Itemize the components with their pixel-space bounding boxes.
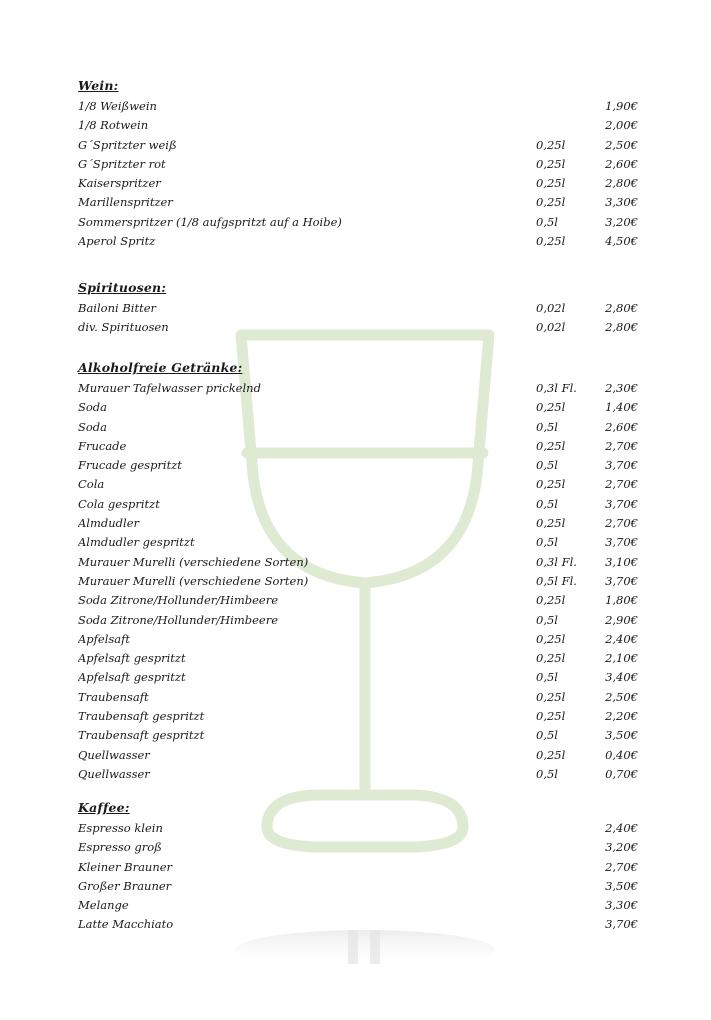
item-price: 3,30€	[605, 195, 638, 210]
item-unit: 0,25l	[536, 156, 566, 171]
item-name: Espresso groß	[78, 840, 162, 855]
menu-row	[78, 709, 638, 728]
item-name: Soda Zitrone/Hollunder/Himbeere	[78, 593, 279, 608]
item-price: 2,60€	[605, 419, 638, 434]
item-unit: 0,25l	[536, 516, 566, 531]
item-name: Cola gespritzt	[78, 496, 160, 511]
menu-row	[78, 613, 638, 632]
item-price: 2,30€	[605, 381, 638, 395]
menu-row	[78, 420, 638, 439]
item-price: 1,90€	[605, 99, 638, 113]
item-name: Kleiner Brauner	[78, 859, 173, 874]
item-unit: 0,25l	[536, 438, 566, 453]
item-price: 2,70€	[605, 516, 638, 531]
item-unit: 0,25l	[536, 689, 566, 704]
item-unit: 0,5l	[536, 496, 558, 511]
section-alkoholfreie-getraenke	[78, 360, 638, 786]
menu-row	[78, 535, 638, 554]
item-unit: 0,25l	[536, 176, 566, 191]
menu-row	[78, 593, 638, 612]
menu-row	[78, 234, 638, 253]
item-price: 2,40€	[605, 821, 638, 835]
section-title-wein: Wein:	[78, 78, 119, 93]
item-name: Soda	[78, 400, 108, 415]
item-name: Soda Zitrone/Hollunder/Himbeere	[78, 612, 279, 627]
item-unit: 0,5l	[536, 458, 558, 473]
menu-row	[78, 301, 638, 320]
item-name: Quellwasser	[78, 766, 150, 781]
item-price: 3,40€	[605, 670, 638, 685]
item-price: 2,90€	[605, 612, 638, 627]
item-price: 3,20€	[605, 214, 638, 229]
menu-row	[78, 118, 638, 137]
menu-row	[78, 898, 638, 917]
item-name: Murauer Murelli (verschiedene Sorten)	[78, 573, 309, 588]
item-price: 1,80€	[605, 593, 638, 608]
item-name: Bailoni Bitter	[78, 301, 157, 315]
menu-row	[78, 748, 638, 767]
menu-row	[78, 632, 638, 651]
item-unit: 0,5l	[536, 419, 558, 434]
item-price: 1,40€	[605, 400, 638, 415]
item-name: Almdudler	[78, 516, 139, 531]
menu-row	[78, 458, 638, 477]
section-kaffee	[78, 800, 638, 937]
item-unit: 0,5l	[536, 535, 558, 550]
item-name: Almdudler gespritzt	[78, 535, 195, 550]
menu-row	[78, 860, 638, 879]
item-name: Frucade gespritzt	[78, 458, 182, 473]
item-price: 3,50€	[605, 878, 638, 893]
item-name: G´Spritzter weiß	[78, 137, 177, 152]
item-name: div. Spirituosen	[78, 320, 169, 335]
item-name: Apfelsaft	[78, 631, 131, 646]
item-name: 1/8 Weißwein	[78, 99, 157, 113]
item-name: Murauer Murelli (verschiedene Sorten)	[78, 554, 309, 569]
item-price: 3,70€	[605, 458, 638, 473]
item-price: 2,60€	[605, 156, 638, 171]
item-name: Latte Macchiato	[78, 917, 174, 932]
item-unit: 0,5l	[536, 670, 558, 685]
menu-row	[78, 157, 638, 176]
item-price: 2,70€	[605, 438, 638, 453]
item-price: 3,20€	[605, 840, 638, 855]
item-unit: 0,25l	[536, 631, 566, 646]
menu-row	[78, 477, 638, 496]
item-unit: 0,25l	[536, 651, 566, 666]
section-wein	[78, 78, 638, 253]
item-unit: 0,5l	[536, 612, 558, 627]
menu-row	[78, 516, 638, 535]
item-unit: 0,25l	[536, 195, 566, 210]
section-title-spirituosen: Spirituosen:	[78, 280, 167, 295]
item-unit: 0,3l Fl.	[536, 554, 577, 569]
item-price: 0,70€	[605, 766, 638, 781]
section-title-kaffee: Kaffee:	[78, 800, 130, 815]
item-name: Frucade	[78, 438, 127, 453]
item-name: G´Spritzter rot	[78, 156, 166, 171]
item-name: Murauer Tafelwasser prickelnd	[78, 381, 261, 395]
item-price: 2,80€	[605, 176, 638, 191]
item-name: Apfelsaft gespritzt	[78, 651, 186, 666]
item-unit: 0,25l	[536, 747, 566, 762]
menu-row	[78, 821, 638, 840]
item-price: 3,10€	[605, 554, 638, 569]
item-name: Aperol Spritz	[78, 234, 156, 249]
item-unit: 0,5l	[536, 214, 558, 229]
item-price: 2,70€	[605, 477, 638, 492]
item-price: 3,70€	[605, 573, 638, 588]
item-name: Melange	[78, 898, 129, 913]
item-price: 3,50€	[605, 728, 638, 743]
item-unit: 0,02l	[536, 301, 566, 315]
item-name: Quellwasser	[78, 747, 150, 762]
menu-row	[78, 439, 638, 458]
menu-row	[78, 728, 638, 747]
item-price: 2,00€	[605, 118, 638, 133]
item-name: Traubensaft gespritzt	[78, 728, 205, 743]
item-price: 3,70€	[605, 535, 638, 550]
item-name: Kaiserspritzer	[78, 176, 161, 191]
item-price: 2,10€	[605, 651, 638, 666]
item-price: 3,70€	[605, 917, 638, 932]
menu-row	[78, 99, 638, 118]
menu-row	[78, 840, 638, 859]
menu-row	[78, 555, 638, 574]
item-price: 2,70€	[605, 859, 638, 874]
item-price: 0,40€	[605, 747, 638, 762]
item-name: Traubensaft	[78, 689, 149, 704]
menu-row	[78, 574, 638, 593]
menu-row	[78, 879, 638, 898]
item-unit: 0,3l Fl.	[536, 381, 577, 395]
menu-row	[78, 195, 638, 214]
menu-row	[78, 400, 638, 419]
item-name: Apfelsaft gespritzt	[78, 670, 186, 685]
item-unit: 0,5l	[536, 766, 558, 781]
item-unit: 0,5l	[536, 728, 558, 743]
item-name: Espresso klein	[78, 821, 163, 835]
menu-row	[78, 138, 638, 157]
item-unit: 0,02l	[536, 320, 566, 335]
item-price: 2,20€	[605, 709, 638, 724]
item-unit: 0,5l Fl.	[536, 573, 577, 588]
item-unit: 0,25l	[536, 234, 566, 249]
item-price: 2,50€	[605, 689, 638, 704]
menu-row	[78, 381, 638, 400]
item-price: 2,80€	[605, 320, 638, 335]
item-unit: 0,25l	[536, 593, 566, 608]
menu-row	[78, 767, 638, 786]
item-price: 4,50€	[605, 234, 638, 249]
menu-row	[78, 320, 638, 339]
item-unit: 0,25l	[536, 400, 566, 415]
item-unit: 0,25l	[536, 477, 566, 492]
section-title-alkoholfreie-getraenke: Alkoholfreie Getränke:	[78, 360, 243, 375]
menu-row	[78, 651, 638, 670]
menu-row	[78, 215, 638, 234]
section-spirituosen	[78, 280, 638, 340]
item-name: 1/8 Rotwein	[78, 118, 149, 133]
item-price: 3,30€	[605, 898, 638, 913]
item-name: Großer Brauner	[78, 878, 172, 893]
item-name: Marillenspritzer	[78, 195, 173, 210]
item-name: Cola	[78, 477, 105, 492]
menu-row	[78, 690, 638, 709]
item-name: Sommerspritzer (1/8 aufgspritzt auf a Hoibe)	[78, 214, 342, 229]
item-unit: 0,25l	[536, 709, 566, 724]
menu-row	[78, 917, 638, 936]
item-price: 2,80€	[605, 301, 638, 315]
item-price: 2,50€	[605, 137, 638, 152]
menu-row	[78, 497, 638, 516]
menu-row	[78, 670, 638, 689]
item-price: 3,70€	[605, 496, 638, 511]
menu-row	[78, 176, 638, 195]
item-price: 2,40€	[605, 631, 638, 646]
item-name: Traubensaft gespritzt	[78, 709, 205, 724]
item-unit: 0,25l	[536, 137, 566, 152]
item-name: Soda	[78, 419, 108, 434]
